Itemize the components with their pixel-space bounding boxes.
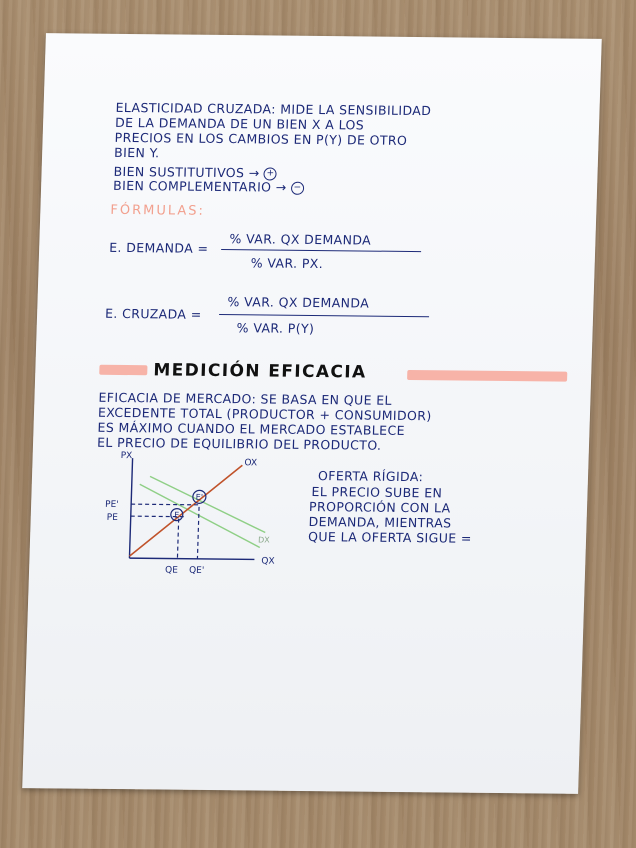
demand-fraction-bar [221,249,421,252]
rigid-supply-line-4: DEMANDA, MIENTRAS [308,513,452,531]
qe-prime-label: QE' [188,565,205,576]
intro-line-1: ELASTICIDAD CRUZADA: MIDE LA SENSIBILIDAD [115,99,432,119]
efficacy-line-3: ES MÁXIMO CUANDO EL MERCADO ESTABLECE [97,419,406,438]
section-title: MEDICIÓN EFICACIA [153,360,367,383]
rigid-supply-line-2: EL PRECIO SUBE EN [311,484,443,501]
complementary-goods-line [113,178,304,195]
equilibrium-label: E [174,510,180,520]
minus-circle-icon: − [291,182,304,195]
rigid-supply-line-1: OFERTA RÍGIDA: [317,468,424,485]
intro-line-4: BIEN Y. [113,144,160,161]
cross-elasticity-numerator: % VAR. QX DEMANDA [227,294,370,311]
demand-elasticity-label: E. DEMANDA = [108,239,209,256]
efficacy-line-2: EXCEDENTE TOTAL (PRODUCTOR + CONSUMIDOR) [97,404,432,424]
equilibrium-prime-label: E' [195,492,204,502]
intro-line-3: PRECIOS EN LOS CAMBIOS EN P(Y) DE OTRO [114,129,408,148]
intro-line-2: DE LA DEMANDA DE UN BIEN X A LOS [114,114,365,133]
complementary-goods-label: BIEN COMPLEMENTARIO → [112,177,287,195]
x-axis [129,558,254,559]
pe-prime-guide [131,504,201,505]
cross-elasticity-denominator: % VAR. P(Y) [236,320,315,337]
efficacy-line-4: EL PRECIO DE EQUILIBRIO DEL PRODUCTO. [96,434,382,453]
highlighter-right [407,370,567,382]
plus-circle-icon: + [264,167,277,180]
notebook-page [22,33,602,794]
rigid-supply-line-5: QUE LA OFERTA SIGUE = [307,528,473,546]
intro-paragraph [46,33,602,161]
rigid-supply-line-3: PROPORCIÓN CON LA [308,498,451,516]
qe-label: QE [164,565,178,576]
demand-elasticity-numerator: % VAR. QX DEMANDA [229,231,372,248]
cross-elasticity-label: E. CRUZADA = [104,305,202,322]
supply-label: OX [244,458,258,469]
pe-prime-label: PE' [104,499,119,511]
substitute-goods-label: BIEN SUSTITUTIVOS → [113,163,260,181]
x-axis-label: QX [261,556,275,567]
demand-elasticity-denominator: % VAR. PX. [250,255,324,272]
efficacy-line-1: EFICACIA DE MERCADO: SE BASA EN QUE EL [98,389,393,408]
demand-line-shifted [148,476,267,532]
demand-label: DX [257,535,270,545]
supply-line [130,464,243,557]
formulas-heading: FÓRMULAS: [110,202,206,219]
qe-guide [177,519,178,559]
y-axis-label: PX [120,451,133,462]
cross-fraction-bar [219,314,429,318]
highlighter-left [99,365,147,376]
y-axis [129,458,132,558]
pe-label: PE [106,512,118,523]
supply-demand-graph [89,446,293,578]
